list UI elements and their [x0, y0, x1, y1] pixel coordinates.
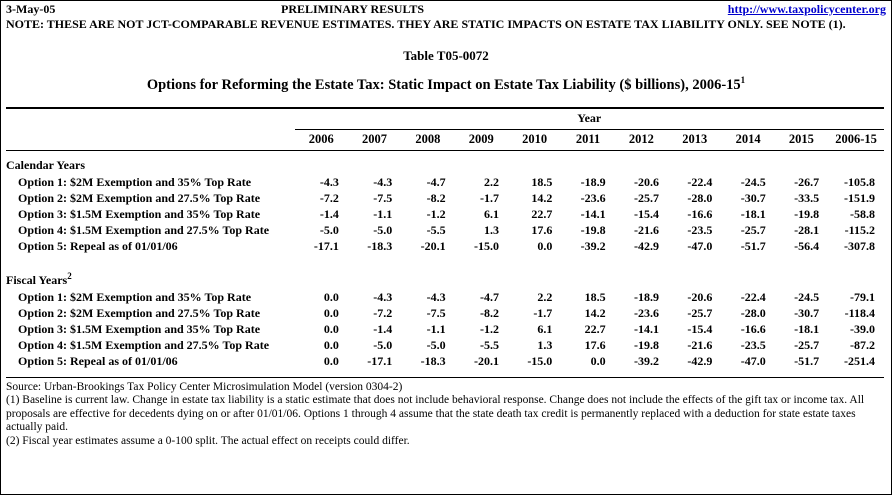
group-spacer [6, 254, 884, 262]
table-row [6, 305, 884, 321]
table-cell: -118.4 [844, 305, 875, 320]
table-cell: -4.7 [426, 174, 446, 189]
table-cell: -25.7 [740, 222, 766, 237]
table-cell: -51.7 [794, 353, 820, 368]
group-empty-cell [775, 262, 828, 289]
table-cell: 1.3 [483, 222, 499, 237]
group-empty-cell [721, 262, 774, 289]
group-empty-cell [401, 151, 454, 174]
table-header-row [6, 129, 884, 150]
table-cell: -19.8 [794, 206, 820, 221]
table-cell: -39.2 [580, 238, 606, 253]
table-row [6, 289, 884, 305]
table-cell: 0.0 [590, 353, 606, 368]
title-block [6, 48, 886, 94]
group-empty-cell [775, 151, 828, 174]
table-cell: -18.3 [420, 353, 446, 368]
header-blank-cell [6, 129, 295, 150]
table-cell: -17.1 [367, 353, 393, 368]
table-cell: -21.6 [687, 337, 713, 352]
table-cell: -251.4 [844, 353, 875, 368]
table-cell: 0.0 [537, 238, 553, 253]
table-cell: -5.0 [426, 337, 446, 352]
table-cell: -18.3 [367, 238, 393, 253]
table-row [6, 321, 884, 337]
bottom-spacer [6, 369, 884, 378]
column-header: 2007 [362, 131, 388, 146]
group-empty-cell [668, 151, 721, 174]
table-cell: -25.7 [794, 337, 820, 352]
group-empty-cell [668, 262, 721, 289]
table-cell: 14.2 [531, 190, 553, 205]
table-cell: -16.6 [687, 206, 713, 221]
group-empty-cell [561, 151, 614, 174]
table-row [6, 190, 884, 206]
row-label: Option 4: $1.5M Exemption and 27.5% Top Rate [18, 337, 270, 352]
table-cell: -18.1 [740, 206, 766, 221]
table-cell: -28.0 [740, 305, 766, 320]
table-row [6, 174, 884, 190]
table-cell: -18.1 [794, 321, 820, 336]
table-cell: -8.2 [479, 305, 499, 320]
table-cell: -47.0 [740, 353, 766, 368]
row-label: Option 1: $2M Exemption and 35% Top Rate [18, 174, 252, 189]
table-cell: -105.8 [844, 174, 875, 189]
group-label: Calendar Years [6, 157, 85, 172]
group-empty-cell [615, 262, 668, 289]
column-header: 2011 [575, 131, 601, 146]
column-header: 2008 [415, 131, 441, 146]
table-cell: -5.5 [479, 337, 499, 352]
table-cell: -14.1 [580, 206, 606, 221]
table-cell: -7.2 [373, 305, 393, 320]
table-cell: -5.0 [373, 222, 393, 237]
table-cell: 2.2 [483, 174, 499, 189]
table-cell: -7.5 [426, 305, 446, 320]
group-empty-cell [828, 151, 884, 174]
table-cell: -39.2 [634, 353, 660, 368]
table-cell: -15.0 [473, 238, 499, 253]
group-empty-cell [721, 151, 774, 174]
group-footnote-marker: 2 [67, 270, 72, 281]
group-empty-cell [455, 262, 508, 289]
table-cell: 22.7 [531, 206, 553, 221]
table-cell: -20.6 [687, 289, 713, 304]
table-cell: -14.1 [634, 321, 660, 336]
table-cell: -33.5 [794, 190, 820, 205]
table-cell: -42.9 [634, 238, 660, 253]
table-cell: 0.0 [323, 353, 339, 368]
table-cell: -7.5 [373, 190, 393, 205]
table-cell: 17.6 [584, 337, 606, 352]
table-cell: -4.3 [373, 174, 393, 189]
group-empty-cell [828, 262, 884, 289]
table-cell: -5.5 [426, 222, 446, 237]
table-cell: 18.5 [531, 174, 553, 189]
table-cell: 1.3 [537, 337, 553, 352]
table-cell: -17.1 [313, 238, 339, 253]
table-cell: -56.4 [794, 238, 820, 253]
table-cell: 6.1 [537, 321, 553, 336]
table-cell: 0.0 [323, 337, 339, 352]
table-cell: -30.7 [794, 305, 820, 320]
table-rule [6, 377, 884, 378]
table-cell: -24.5 [740, 174, 766, 189]
group-empty-cell [455, 151, 508, 174]
table-cell: -1.7 [479, 190, 499, 205]
column-header: 2013 [682, 131, 708, 146]
preliminary-results-label: PRELIMINARY RESULTS [281, 2, 425, 16]
group-empty-cell [508, 151, 561, 174]
table-cell: 6.1 [483, 206, 499, 221]
table-cell: -16.6 [740, 321, 766, 336]
table-cell: -87.2 [850, 337, 875, 352]
group-empty-cell [295, 151, 348, 174]
table-cell: -23.5 [740, 337, 766, 352]
spanner-blank-cell [6, 109, 295, 130]
source-note: Source: Urban-Brookings Tax Policy Center Microsimulation Model (version 0304-2) [6, 380, 403, 393]
table-row [6, 206, 884, 222]
group-label: Fiscal Years$^2$ [6, 270, 72, 287]
table-cell: -25.7 [687, 305, 713, 320]
table-cell: -1.1 [373, 206, 393, 221]
taxpolicycenter-link[interactable]: http://www.taxpolicycenter.org [727, 2, 886, 16]
row-label: Option 3: $1.5M Exemption and 35% Top Rate [18, 206, 261, 221]
table-cell: 0.0 [323, 305, 339, 320]
table-row [6, 238, 884, 254]
column-header: 2014 [735, 131, 761, 146]
table-cell: -1.4 [373, 321, 393, 336]
header-note: NOTE: THESE ARE NOT JCT-COMPARABLE REVENUE ESTIMATES. THEY ARE STATIC IMPACTS ON ESTATE TAX LIABILITY ONLY. SEE NOTE (1). [6, 17, 846, 31]
table-cell: 22.7 [584, 321, 606, 336]
table-cell: -20.6 [634, 174, 660, 189]
table-cell: -42.9 [687, 353, 713, 368]
table-cell: -8.2 [426, 190, 446, 205]
column-header: 2006-15 [835, 131, 877, 146]
table-cell: -51.7 [740, 238, 766, 253]
table-cell: 2.2 [537, 289, 553, 304]
table-cell: -28.1 [794, 222, 820, 237]
table-cell: -4.3 [373, 289, 393, 304]
table-cell: -15.4 [634, 206, 660, 221]
table-cell: -19.8 [580, 222, 606, 237]
table-group-row [6, 151, 884, 174]
table-cell: -30.7 [740, 190, 766, 205]
table-cell: -23.6 [634, 305, 660, 320]
table-cell: 14.2 [584, 305, 606, 320]
group-empty-cell [508, 262, 561, 289]
group-empty-cell [401, 262, 454, 289]
table-cell: 0.0 [323, 289, 339, 304]
table-cell: -24.5 [794, 289, 820, 304]
table-cell: 18.5 [584, 289, 606, 304]
table-cell: -15.0 [527, 353, 553, 368]
row-label: Option 4: $1.5M Exemption and 27.5% Top Rate [18, 222, 270, 237]
table-cell: -23.5 [687, 222, 713, 237]
spanner-year-label: Year [295, 109, 884, 130]
table-cell: -47.0 [687, 238, 713, 253]
table-group-row [6, 262, 884, 289]
column-header: 2012 [628, 131, 654, 146]
row-label: Option 2: $2M Exemption and 27.5% Top Rate [18, 190, 261, 205]
column-header: 2010 [522, 131, 548, 146]
table-cell: -20.1 [473, 353, 499, 368]
table-cell: -19.8 [634, 337, 660, 352]
report-date: 3-May-05 [6, 2, 56, 16]
table-cell: -22.4 [740, 289, 766, 304]
group-empty-cell [295, 262, 348, 289]
footnotes-block [6, 381, 886, 449]
group-empty-cell [615, 151, 668, 174]
estate-tax-table [6, 107, 884, 378]
table-cell: -4.3 [319, 174, 339, 189]
table-cell: 17.6 [531, 222, 553, 237]
table-cell: -39.0 [850, 321, 875, 336]
table-cell: -307.8 [844, 238, 875, 253]
table-row [6, 353, 884, 369]
table-cell: 0.0 [323, 321, 339, 336]
table-row [6, 222, 884, 238]
table-cell: -1.4 [319, 206, 339, 221]
table-cell: -28.0 [687, 190, 713, 205]
table-cell: -22.4 [687, 174, 713, 189]
table-cell: -7.2 [319, 190, 339, 205]
table-cell: -1.2 [426, 206, 446, 221]
table-cell: -79.1 [850, 289, 875, 304]
group-empty-cell [348, 151, 401, 174]
table-cell: -5.0 [319, 222, 339, 237]
table-cell: -15.4 [687, 321, 713, 336]
table-cell: -25.7 [634, 190, 660, 205]
table-row [6, 337, 884, 353]
row-label: Option 1: $2M Exemption and 35% Top Rate [18, 289, 252, 304]
group-empty-cell [561, 262, 614, 289]
table-number: Table T05-0072 [403, 48, 489, 63]
table-cell: -21.6 [634, 222, 660, 237]
table-cell: -5.0 [373, 337, 393, 352]
table-title-footnote-marker: 1 [740, 75, 746, 85]
column-header: 2006 [308, 131, 334, 146]
footnote-1: (1) Baseline is current law. Change in estate tax liability is a static estimate that does not include behavioral response. Change does not include the effects of the gift tax or income tax. All proposals are effective for decedents dying on or after 01/01/06. Options 1 through 4 assume that the state death tax credit is permanently replaced with a deduction for state estate taxes actually paid. [6, 394, 865, 434]
table-cell: -26.7 [794, 174, 820, 189]
table-spanner-row [6, 109, 884, 130]
column-header: 2009 [468, 131, 494, 146]
row-label: Option 5: Repeal as of 01/01/06 [18, 353, 178, 368]
table-cell: -115.2 [844, 222, 875, 237]
table-cell: -1.1 [426, 321, 446, 336]
table-cell: -1.7 [533, 305, 553, 320]
table-title-text: Options for Reforming the Estate Tax: Static Impact on Estate Tax Liability ($ billions), 2006-15 [146, 76, 741, 93]
row-label: Option 2: $2M Exemption and 27.5% Top Rate [18, 305, 261, 320]
document-header [6, 2, 886, 16]
footnote-2: (2) Fiscal year estimates assume a 0-100 split. The actual effect on receipts could differ. [6, 434, 410, 447]
row-label: Option 5: Repeal as of 01/01/06 [18, 238, 178, 253]
page-title [6, 75, 886, 94]
table-cell: -151.9 [844, 190, 875, 205]
column-header: 2015 [788, 131, 814, 146]
table-cell: -20.1 [420, 238, 446, 253]
table-cell: -23.6 [580, 190, 606, 205]
table-cell: -1.2 [479, 321, 499, 336]
table-cell: -18.9 [634, 289, 660, 304]
table-cell: -4.3 [426, 289, 446, 304]
table-cell: -58.8 [850, 206, 875, 221]
table-cell: -18.9 [580, 174, 606, 189]
group-empty-cell [348, 262, 401, 289]
table-cell: -4.7 [479, 289, 499, 304]
row-label: Option 3: $1.5M Exemption and 35% Top Rate [18, 321, 261, 336]
